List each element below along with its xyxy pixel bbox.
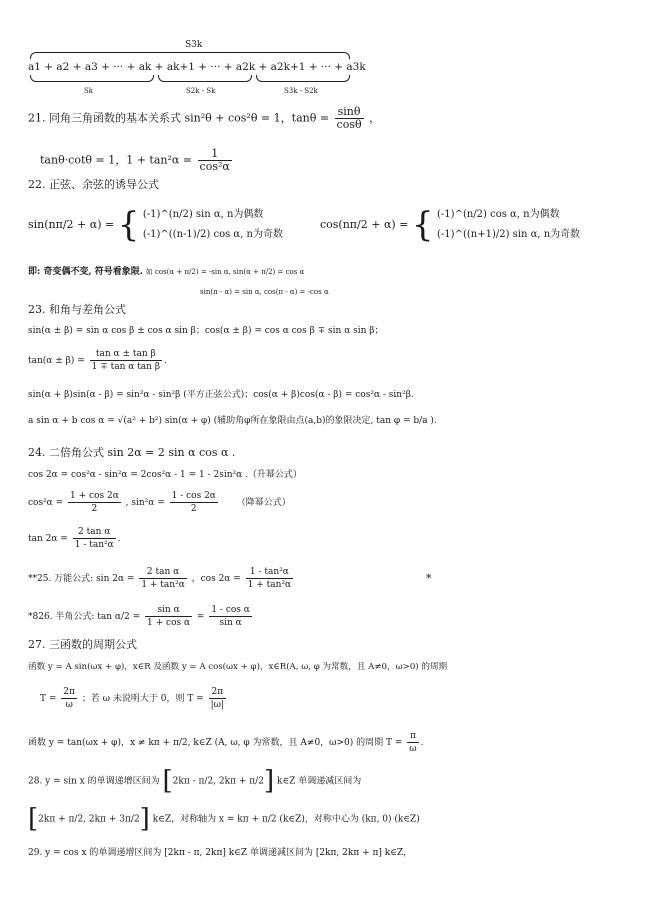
item-27-line1: 函数 y = A sin(ωx + φ)，x∈R 及函数 y = A cos(ωx + φ)，x∈R(A, ω, φ 为常数，且 A≠0，ω>0) 的周期 — [28, 662, 448, 672]
item-23-title: 23. 和角与差角公式 — [28, 303, 126, 316]
sk-label: Sk — [84, 87, 94, 95]
brace-s2k — [158, 75, 252, 82]
top-brace — [30, 52, 350, 59]
item-22-title: 22. 正弦、余弦的诱导公式 — [28, 178, 159, 191]
cos-induction: cos(nπ/2 + α) = { (-1)^(n/2) cos α, n为偶数 (-1)^((n+1)/2) sin α, n为奇数 — [320, 205, 581, 245]
item-24-line1: cos 2α = cos²α - sin²α = 2cos²α - 1 = 1 - 2sin²α .（升幂公式） — [28, 470, 302, 480]
item-26: *826. 半角公式: tan α/2 = $\frac{\text{sin α}}{\text{1 + cos α}}$ = $\frac{\text{1 - cos α}}{\text{sin α}}$ — [28, 605, 250, 628]
sin-induction: sin(nπ/2 + α) = { (-1)^(n/2) sin α, n为偶数 (-1)^((n-1)/2) cos α, n为奇数 — [28, 205, 283, 245]
item-22-rule: 即: 奇变偶不变, 符号看象限. 如 cos(α + π/2) = -sin α, sin(α + π/2) = cos α — [28, 267, 305, 277]
brace-sk — [30, 75, 154, 82]
s3k-s2k-label: S3k - S2k — [284, 87, 318, 95]
item-21-line2: tanθ·cotθ = 1，1 + tan²α = $\frac{1}{\text{cos²α}}$ — [40, 147, 230, 173]
item-29: 29. y = cos x 的单调递增区间为 [2kπ - π, 2kπ] k∈Z 单调递减区间为 [2kπ, 2kπ + π] k∈Z， — [28, 848, 413, 858]
item-27-line3: 函数 y = tan(ωx + φ)，x ≠ kπ + π/2, k∈Z (A, ω, φ 为常数，且 A≠0，ω>0) 的周期 T = $\frac{\pi}{\omega}$ . — [28, 731, 424, 754]
item-28-line1: 28. y = sin x 的单调递增区间为 [2kπ - π/2, 2kπ + π/2] k∈Z 单调递减区间为 — [28, 766, 362, 796]
item-24-reduce: cos²α = $\frac{1 + \cos 2\alpha}{2}$ , sin²α = $\frac{1 - \cos 2\alpha}{2}$ （降幂公式） — [28, 491, 291, 514]
item-24-title: 24. 二倍角公式 sin 2α = 2 sin α cos α . — [28, 446, 236, 459]
sum-formula: a1 + a2 + a3 + ··· + ak + ak+1 + ··· + a2k + a2k+1 + ··· + a3k — [28, 61, 366, 73]
item-24-tan: tan 2α = $\frac{\text{2 tan α}}{\text{1 - tan²α}}$ . — [28, 527, 121, 550]
item-25: **25. 万能公式: sin 2α = $\frac{\text{2 tan α}}{\text{1 + tan²α}}$ ，cos 2α = $\frac{\text{1 - tan²α}}{\text{1 + tan²α}}$ — [28, 567, 292, 590]
s3k-label: S3k — [185, 40, 203, 50]
item-28-line2: [2kπ + π/2, 2kπ + 3π/2] k∈Z，对称轴为 x = kπ + π/2 (k∈Z)，对称中心为 (kπ, 0) (k∈Z) — [28, 804, 420, 834]
item-27-title: 27. 三函数的周期公式 — [28, 638, 137, 651]
star-mark: * — [426, 572, 432, 585]
item-21-line1: 21. 同角三角函数的基本关系式 sin²θ + cos²θ = 1，tanθ = $\frac{\sin\theta}{\cos\theta}$ ， — [28, 105, 381, 131]
item-23-line4: a sin α + b cos α = √(a² + b²) sin(α + φ) (辅助角φ所在象限由点(a,b)的象限决定, tan φ = b/a ). — [28, 416, 437, 426]
item-22-example2: sin(π - α) = sin α, cos(π - α) = -cos α — [200, 288, 329, 296]
item-27-line2: T = $\frac{2\pi}{\omega}$ ；若 ω 未说明大于 0，则 T = $\frac{2\pi}{|\omega|}$ — [40, 687, 225, 710]
s2k-sk-label: S2k - Sk — [186, 87, 216, 95]
item-23-tan: tan(α ± β) = $\frac{\text{tan α ± tan β}}{\text{1 ∓ tan α tan β}}$ . — [28, 349, 167, 372]
item-23-line1: sin(α ± β) = sin α cos β ± cos α sin β；cos(α ± β) = cos α cos β ∓ sin α sin β； — [28, 326, 384, 336]
item-23-line3: sin(α + β)sin(α - β) = sin²α - sin²β (平方正弦公式)；cos(α + β)cos(α - β) = cos²α - sin²β. — [28, 390, 414, 400]
brace-s3k — [256, 75, 350, 82]
